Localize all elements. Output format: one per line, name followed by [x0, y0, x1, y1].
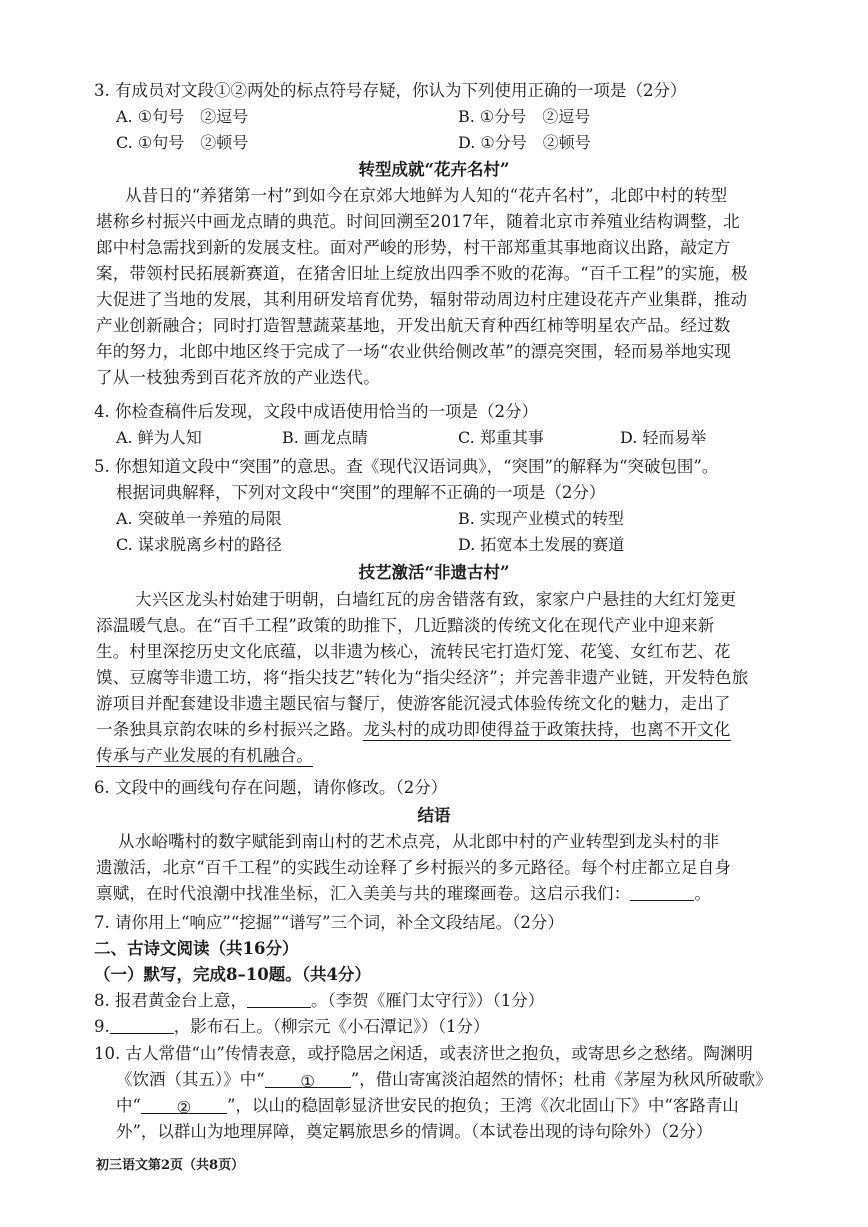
q7-stem: 7. 请你用上“响应”“挖掘”“谱写”三个词，补全文段结尾。（2分） [94, 913, 564, 932]
paragraph-line: 郎中村急需找到新的发展支柱。面对严峻的形势，村干部郑重其事地商议出路，敲定方 [96, 238, 731, 257]
underlined-sentence: 传承与产业发展的有机融合。 [96, 746, 314, 765]
q10-text: ”，借山寄寓淡泊超然的情怀；杜甫《茅屋为秋风所破歌》 [350, 1070, 772, 1089]
page-footer: 初三语文第2页（共8页） [96, 1158, 245, 1173]
paragraph-line: 案，带领村民拓展新赛道，在猪舍旧址上绽放出四季不败的花海。“百千工程”的实施，极 [96, 264, 748, 283]
q8-answer-blank[interactable] [247, 989, 311, 1008]
section-title-flower-village: 转型成就“花卉名村” [358, 160, 510, 179]
q4-option-c: C. 郑重其事 [458, 428, 544, 447]
section-title-heritage-village: 技艺激活“非遗古村” [358, 563, 510, 582]
paragraph-line: 游项目并配套建设非遗主题民宿与餐厅，使游客能沉浸式体验传统文化的魅力，走出了 [96, 694, 731, 713]
q3-option-c: C. ①句号 ②顿号 [116, 133, 249, 152]
q9-line [94, 1014, 490, 1040]
q6-stem: 6. 文段中的画线句存在问题，请你修改。（2分） [94, 778, 448, 797]
q10-text: 《饮酒（其五）》中“ [116, 1070, 265, 1089]
q4-stem: 4. 你检查稿件后发现，文段中成语使用恰当的一项是（2分） [94, 402, 538, 421]
part2-subtitle: （一）默写，完成8–10题。（共4分） [94, 965, 371, 984]
q4-option-d: D. 轻而易举 [620, 428, 707, 447]
paragraph-line: 生。村里深挖历史文化底蕴，以非遗为核心，流转民宅打造灯笼、花笺、女红布艺、花 [96, 642, 731, 661]
q5-option-c: C. 谋求脱离乡村的路径 [116, 535, 282, 554]
q10-blank-1[interactable]: ① [265, 1069, 351, 1088]
q10-line3 [116, 1093, 739, 1119]
q8-text: 8. 报君黄金台上意， [94, 991, 247, 1010]
q10-text: 中“ [116, 1096, 141, 1115]
part2-title: 二、古诗文阅读（共16分） [94, 939, 299, 958]
paragraph-line: 了从一枝独秀到百花齐放的产业迭代。 [96, 368, 380, 387]
q3-option-b: B. ①分号 ②逗号 [458, 107, 591, 126]
q4-option-a: A. 鲜为人知 [116, 428, 202, 447]
paragraph-line: 大促进了当地的发展，其利用研发培育优势，辐射带动周边村庄建设花卉产业集群，推动 [96, 290, 748, 309]
paragraph-line [96, 743, 313, 769]
q10-line2 [116, 1067, 772, 1093]
q5-stem-line2: 根据词典解释，下列对文段中“突围”的理解不正确的一项是（2分） [116, 483, 606, 502]
paragraph-line: 馍、豆腐等非遗工坊，将“指尖技艺”转化为“指尖经济”；并完善非遗产业链，开发特色旅 [96, 668, 749, 687]
paragraph-line: 从昔日的“养猪第一村”到如今在京郊大地鲜为人知的“花卉名村”，北郎中村的转型 [125, 186, 728, 205]
paragraph-text: 。 [694, 884, 712, 903]
q5-option-d: D. 拓宽本土发展的赛道 [458, 535, 625, 554]
paragraph-line: 大兴区龙头村始建于明朝，白墙红瓦的房舍错落有致，家家户户悬挂的大红灯笼更 [135, 590, 737, 609]
q10-line1: 10. 古人常借“山”传情表意，或抒隐居之闲适，或表济世之抱负，或寄思乡之愁绪。陶渊明 [94, 1044, 753, 1063]
paragraph-line: 堪称乡村振兴中画龙点睛的典范。时间回溯至2017年，随着北京市养殖业结构调整，北 [96, 212, 740, 231]
q3-option-a: A. ①句号 ②逗号 [116, 107, 249, 126]
q5-option-a: A. 突破单一养殖的局限 [116, 509, 282, 528]
q9-source: ，影布石上。（柳宗元《小石潭记》）（1分） [173, 1017, 490, 1036]
q9-answer-blank[interactable] [110, 1015, 174, 1034]
paragraph-line [96, 717, 731, 743]
q5-option-b: B. 实现产业模式的转型 [458, 509, 624, 528]
q5-stem-line1: 5. 你想知道文段中“突围”的意思。查《现代汉语词典》，“突围”的解释为“突破包围”。 [94, 457, 719, 476]
paragraph-text: 一条独具京韵农味的乡村振兴之路。 [96, 720, 364, 739]
q9-number: 9. [94, 1017, 110, 1036]
q8-line [94, 988, 544, 1014]
q10-line4: 外”，以群山为地理屏障，奠定羁旅思乡的情调。（本试卷出现的诗句除外）（2分） [116, 1122, 713, 1141]
underlined-sentence: 龙头村的成功即使得益于政策扶持，也离不开文化 [363, 720, 731, 739]
q8-source: 。（李贺《雁门太守行》）（1分） [311, 991, 545, 1010]
q3-stem: 3. 有成员对文段①②两处的标点符号存疑，你认为下列使用正确的一项是（2分） [94, 81, 687, 100]
q3-option-d: D. ①分号 ②顿号 [458, 133, 591, 152]
paragraph-text: 禀赋，在时代浪潮中找准坐标，汇入美美与共的璀璨画卷。这启示我们： [96, 884, 631, 903]
paragraph-line: 年的努力，北郎中地区终于完成了一场“农业供给侧改革”的漂亮突围，轻而易举地实现 [96, 342, 732, 361]
paragraph-line: 添温暖气息。在“百千工程”政策的助推下，几近黯淡的传统文化在现代产业中迎来新 [96, 616, 715, 635]
q10-blank-2[interactable]: ② [141, 1095, 227, 1114]
paragraph-line: 产业创新融合；同时打造智慧蔬菜基地，开发出航天育种西红柿等明星农产品。经过数 [96, 316, 731, 335]
answer-blank[interactable] [630, 882, 694, 901]
q4-option-b: B. 画龙点睛 [282, 428, 368, 447]
paragraph-line [96, 881, 711, 907]
q10-text: ”，以山的稳固彰显济世安民的抱负；王湾《次北固山下》中“客路青山 [226, 1096, 739, 1115]
paragraph-line: 遗激活，北京“百千工程”的实践生动诠释了乡村振兴的多元路径。每个村庄都立足自身 [96, 858, 732, 877]
paragraph-line: 从水峪嘴村的数字赋能到南山村的艺术点亮，从北郎中村的产业转型到龙头村的非 [118, 832, 720, 851]
section-title-conclusion: 结语 [417, 806, 451, 825]
